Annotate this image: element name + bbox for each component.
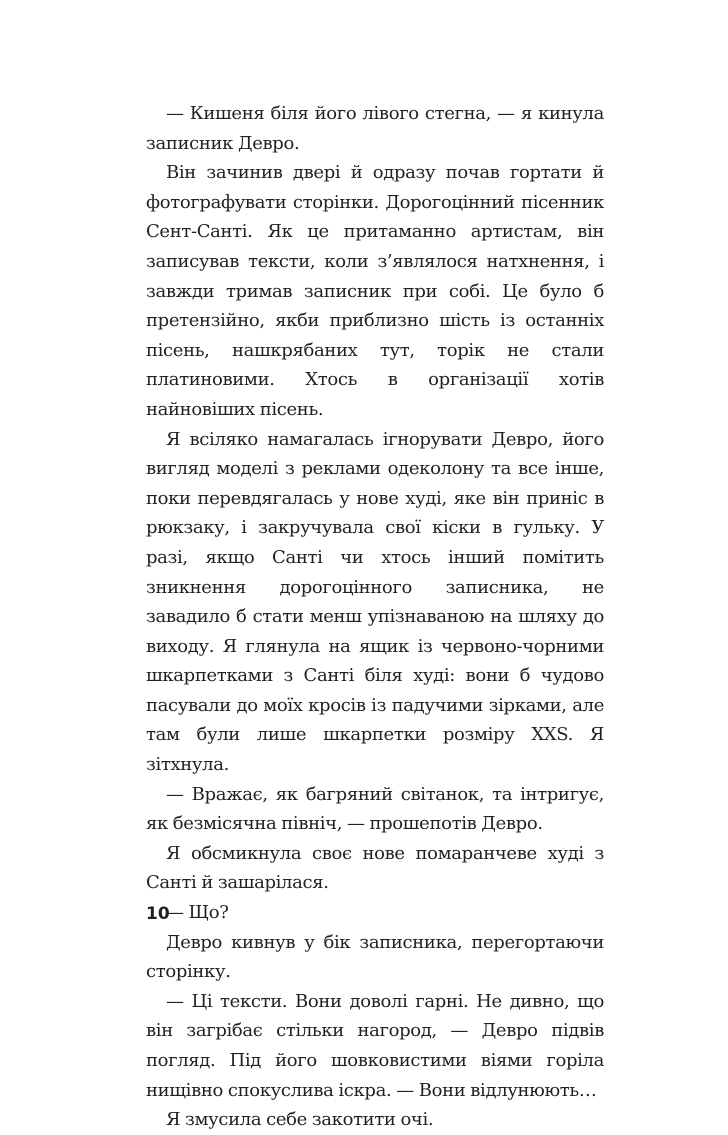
- paragraph: Я змусила себе закотити очі.: [166, 1109, 434, 1131]
- paragraph: Девро кивнув у бік записника, перегортаючи сторінку.: [146, 931, 604, 983]
- body-text: [146, 99, 604, 1135]
- paragraph: — Ці тексти. Вони доволі гарні. Не дивно, що він загрібає стільки нагород, — Девро підвів погляд. Під його шовковистими віями горіла нищівно спокуслива іскра. — Вони відлунюють…: [146, 990, 604, 1101]
- page-number: 10: [146, 904, 170, 924]
- paragraph: Він зачинив двері й одразу почав гортати й фотографувати сторінки. Дорогоцінний пісенник Сент-Санті. Як це притаманно артистам, він записував тексти, коли з’являлося натхнення, і завжди тримав записник при собі. Це було б претензійно, якби приблизно шість із останніх пісень, нашкрябаних тут, торік не стали платиновими. Хтось в організації хотів найновіших пісень.: [146, 162, 604, 420]
- paragraph: — Вражає, як багряний світанок, та інтригує, як безмісячна північ, — прошепотів Девро.: [146, 783, 604, 835]
- paragraph: — Що?: [166, 902, 229, 924]
- paragraph: Я всіляко намагалась ігнорувати Девро, його вигляд моделі з реклами одеколону та все інше, поки перевдягалась у нове худі, яке він приніс в рюкзаку, і закручувала свої кіски в гульку. У разі, якщо Санті чи хтось інший помітить зникнення дорогоцінного записника, не завадило б стати менш упізнаваною на шляху до виходу. Я глянула на ящик із червоно-чорними шкарпетками з Санті біля худі: вони б чудово пасували до моїх кросів із падучими зірками, але там були лише шкарпетки розміру XXS. Я зітхнула.: [146, 428, 604, 776]
- paragraph: Я обсмикнула своє нове помаранчеве худі з Санті й зашарілася.: [146, 842, 604, 894]
- paragraph: — Кишеня біля його лівого стегна, — я кинула записник Девро.: [146, 103, 604, 154]
